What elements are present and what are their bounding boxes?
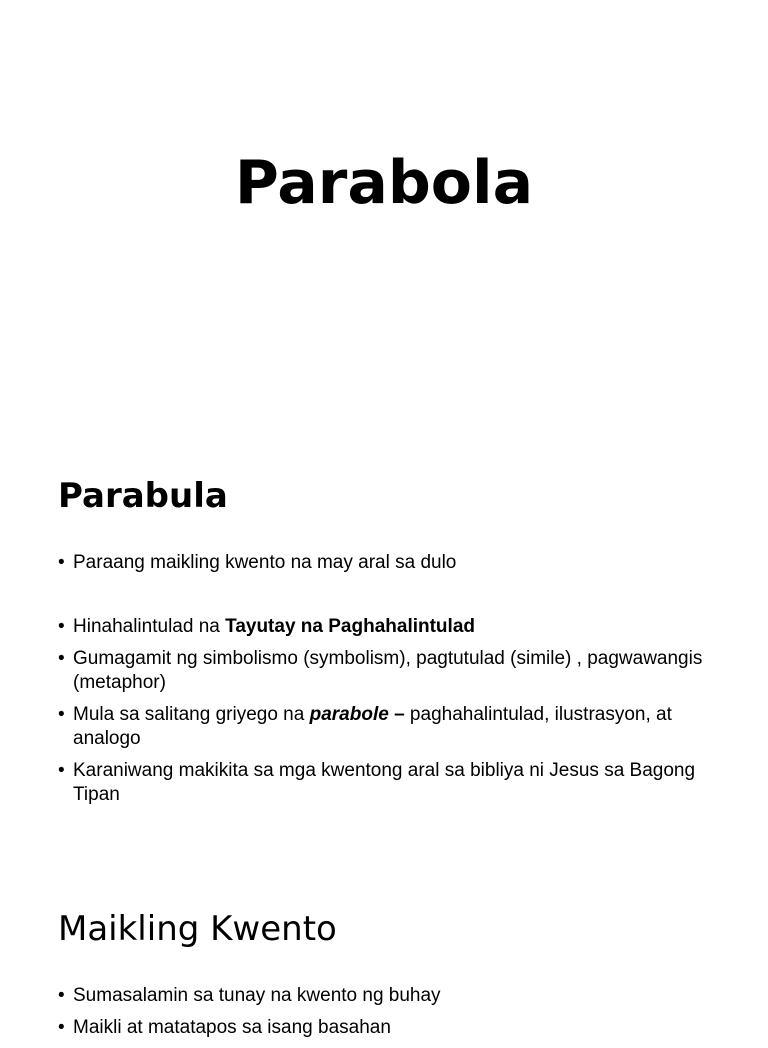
bullet-text: Gumagamit ng simbolismo (symbolism), pagtutulad (simile) , pagwawangis (metaphor) — [73, 648, 703, 693]
section-heading-maikling-kwento: Maikling Kwento — [58, 909, 337, 949]
bullet-item — [58, 1016, 708, 1040]
bullet-text: Sumasalamin sa tunay na kwento ng buhay — [73, 985, 441, 1006]
bullet-list-parabula — [58, 551, 708, 815]
bullet-icon: • — [58, 616, 65, 637]
bold-dash: – — [388, 704, 405, 725]
bullet-icon: • — [58, 704, 65, 725]
slide-title: Parabola — [234, 148, 534, 218]
bullet-icon: • — [58, 1017, 65, 1038]
bullet-icon: • — [58, 760, 65, 781]
bullet-item — [58, 551, 708, 575]
bullet-text: Karaniwang makikita sa mga kwentong aral sa bibliya ni Jesus sa Bagong Tipan — [73, 760, 696, 805]
bullet-item — [58, 615, 708, 639]
section-heading-parabula: Parabula — [58, 476, 228, 516]
bullet-list-maikling-kwento — [58, 984, 708, 1048]
bullet-icon: • — [58, 552, 65, 573]
bullet-text: Maikli at matatapos sa isang basahan — [73, 1017, 391, 1038]
bullet-item — [58, 703, 708, 751]
bullet-icon: • — [58, 648, 65, 669]
bullet-text: Hinahalintulad na — [73, 616, 226, 637]
bullet-item — [58, 759, 708, 807]
bold-term: Tayutay na Paghahalintulad — [225, 616, 475, 637]
bullet-text-continued: paghahalintulad, ilustrasyon, at analogo — [73, 704, 672, 749]
bullet-text: Mula sa salitang griyego na — [73, 704, 310, 725]
bullet-item — [58, 984, 708, 1008]
bullet-text: Paraang maikling kwento na may aral sa dulo — [73, 552, 457, 573]
bullet-icon: • — [58, 985, 65, 1006]
bold-italic-term: parabole — [309, 704, 389, 725]
bullet-item — [58, 647, 708, 695]
